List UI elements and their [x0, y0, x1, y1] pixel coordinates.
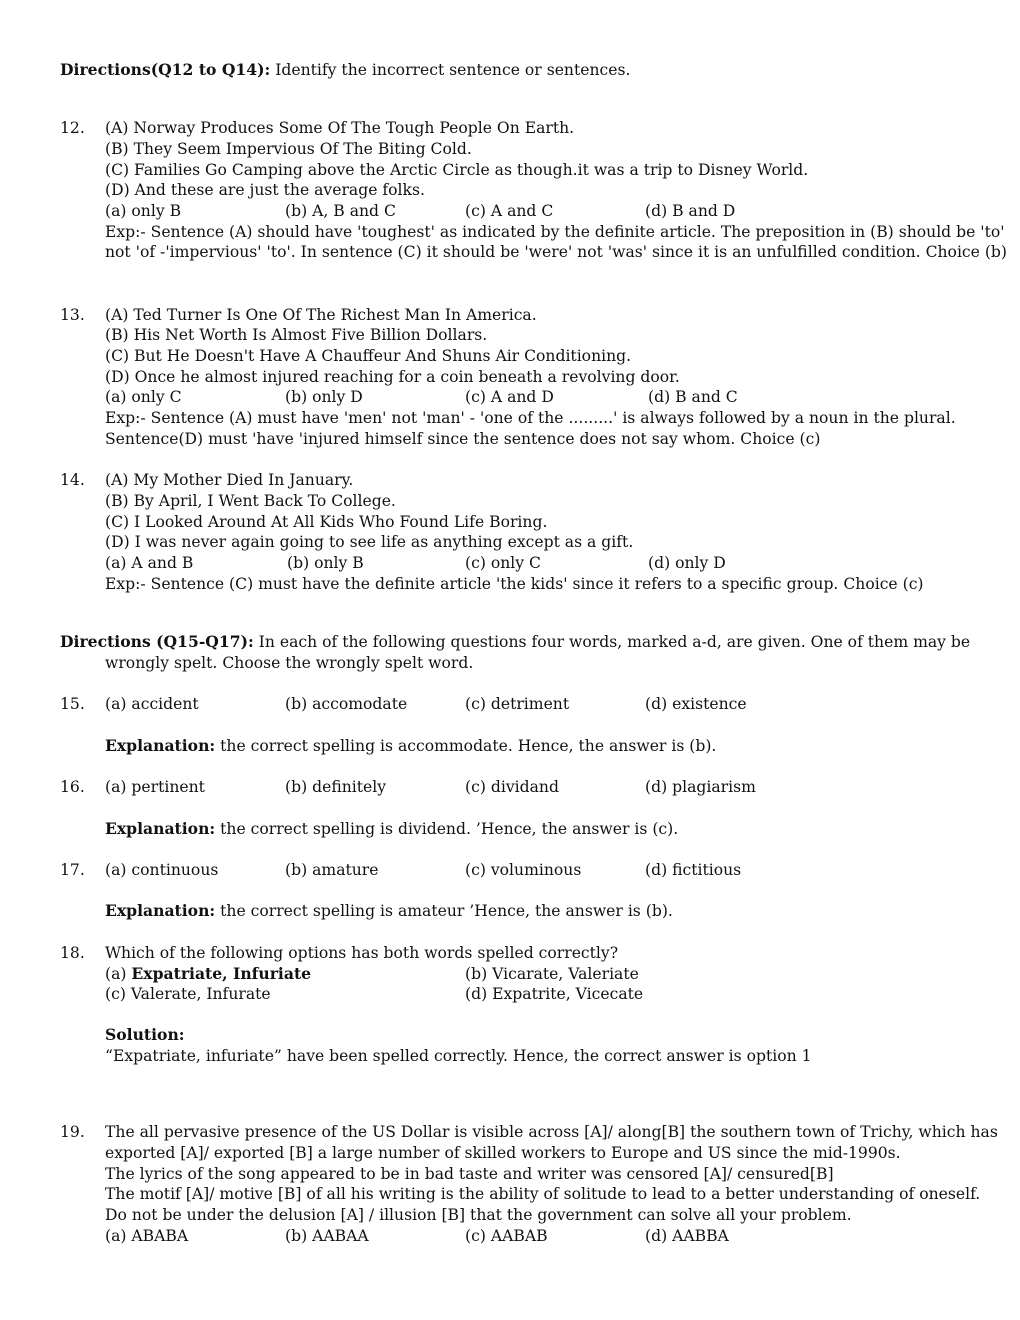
- directions-text: Identify the incorrect sentence or sentences.: [270, 61, 631, 79]
- directions-heading: Directions (Q15-Q17):: [60, 632, 254, 651]
- option: (b) definitely: [285, 778, 387, 796]
- sentence: (A) Ted Turner Is One Of The Richest Man In America.: [105, 306, 537, 324]
- question-number: 18.: [60, 944, 85, 962]
- option: (a) A and B: [105, 554, 194, 572]
- sentence: (B) By April, I Went Back To College.: [105, 492, 396, 510]
- sentence: (B) They Seem Impervious Of The Biting Cold.: [105, 140, 472, 158]
- question-line: The motif [A]/ motive [B] of all his writing is the ability of solitude to lead to a better understanding of oneself.: [105, 1185, 981, 1203]
- explanation: not 'of -'impervious' 'to'. In sentence (C) it should be 'were' not 'was' since it is an unfulfilled condition. Choice (b): [105, 243, 1008, 261]
- question-line: exported [A]/ exported [B] a large number of skilled workers to Europe and US since the mid-1990s.: [105, 1144, 901, 1162]
- question-line: The lyrics of the song appeared to be in bad taste and writer was censored [A]/ censured[B]: [105, 1165, 834, 1183]
- sentence: (C) But He Doesn't Have A Chauffeur And Shuns Air Conditioning.: [105, 347, 632, 365]
- option: (c) dividand: [465, 778, 559, 796]
- sentence: (D) I was never again going to see life as anything except as a gift.: [105, 533, 634, 551]
- sentence: (A) My Mother Died In January.: [105, 471, 354, 489]
- question-number: 19.: [60, 1123, 85, 1141]
- option-label: (a): [105, 965, 132, 983]
- sentence: (C) I Looked Around At All Kids Who Found Life Boring.: [105, 513, 548, 531]
- explanation: [105, 736, 716, 756]
- question-text: Which of the following options has both words spelled correctly?: [105, 944, 619, 962]
- option: (b) only B: [287, 554, 364, 572]
- directions-q15-q17: [60, 632, 970, 652]
- explanation: [105, 901, 673, 921]
- option: (b) amature: [285, 861, 379, 879]
- sentence: (C) Families Go Camping above the Arctic Circle as though.it was a trip to Disney World.: [105, 161, 809, 179]
- explanation: Exp:- Sentence (A) must have 'men' not 'man' - 'one of the .........' is always followed by a noun in the plural.: [105, 409, 956, 427]
- question-number: 16.: [60, 778, 85, 796]
- option: (a) ABABA: [105, 1227, 189, 1245]
- explanation-label: Explanation:: [105, 736, 216, 755]
- option: (a) pertinent: [105, 778, 205, 796]
- explanation-label: Explanation:: [105, 901, 216, 920]
- sentence: (B) His Net Worth Is Almost Five Billion Dollars.: [105, 326, 488, 344]
- option: (d) plagiarism: [645, 778, 756, 796]
- option: (d) fictitious: [645, 861, 742, 879]
- directions-q12-q14: [60, 60, 630, 80]
- explanation-label: Explanation:: [105, 819, 216, 838]
- option: (d) B and C: [648, 388, 738, 406]
- directions-text-continued: wrongly spelt. Choose the wrongly spelt word.: [105, 654, 474, 672]
- option: (b) only D: [285, 388, 363, 406]
- explanation: Exp:- Sentence (C) must have the definite article 'the kids' since it refers to a specific group. Choice (c): [105, 575, 924, 593]
- option: (d) AABBA: [645, 1227, 729, 1245]
- question-number: 15.: [60, 695, 85, 713]
- option: (d) only D: [648, 554, 726, 572]
- solution-text: “Expatriate, infuriate” have been spelled correctly. Hence, the correct answer is option 1: [105, 1047, 812, 1065]
- solution-label: Solution:: [105, 1025, 185, 1044]
- option: (d) Expatrite, Vicecate: [465, 985, 644, 1003]
- explanation-text: the correct spelling is dividend. ’Hence, the answer is (c).: [215, 820, 679, 838]
- explanation-text: the correct spelling is accommodate. Hence, the answer is (b).: [215, 737, 717, 755]
- option: (c) A and C: [465, 202, 554, 220]
- sentence: (D) Once he almost injured reaching for a coin beneath a revolving door.: [105, 368, 680, 386]
- question-number: 17.: [60, 861, 85, 879]
- explanation: Exp:- Sentence (A) should have 'toughest' as indicated by the definite article. The preposition in (B) should be 'to': [105, 223, 1005, 241]
- directions-heading: Directions(Q12 to Q14):: [60, 60, 271, 79]
- option: (c) detriment: [465, 695, 570, 713]
- option: (b) Vicarate, Valeriate: [465, 965, 639, 983]
- option: (a) only B: [105, 202, 182, 220]
- explanation: Sentence(D) must 'have 'injured himself since the sentence does not say whom. Choice (c): [105, 430, 821, 448]
- sentence: (A) Norway Produces Some Of The Tough People On Earth.: [105, 119, 575, 137]
- option: (b) A, B and C: [285, 202, 396, 220]
- option: (d) B and D: [645, 202, 736, 220]
- option-text-correct: Expatriate, Infuriate: [131, 964, 312, 983]
- option: (a) only C: [105, 388, 182, 406]
- option: (b) accomodate: [285, 695, 408, 713]
- sentence: (D) And these are just the average folks.: [105, 181, 425, 199]
- explanation-text: the correct spelling is amateur ’Hence, the answer is (b).: [215, 902, 673, 920]
- question-line: The all pervasive presence of the US Dollar is visible across [A]/ along[B] the southern town of Trichy, which has: [105, 1123, 998, 1141]
- option: (a) continuous: [105, 861, 219, 879]
- option: (c) AABAB: [465, 1227, 548, 1245]
- option: (b) AABAA: [285, 1227, 369, 1245]
- directions-text: In each of the following questions four words, marked a-d, are given. One of them may be: [253, 633, 971, 651]
- option: (d) existence: [645, 695, 747, 713]
- question-number: 14.: [60, 471, 85, 489]
- question-number: 13.: [60, 306, 85, 324]
- question-line: Do not be under the delusion [A] / illusion [B] that the government can solve all your problem.: [105, 1206, 852, 1224]
- option: (a) accident: [105, 695, 199, 713]
- option: (c) Valerate, Infurate: [105, 985, 271, 1003]
- option: [105, 964, 311, 984]
- question-number: 12.: [60, 119, 85, 137]
- option: (c) A and D: [465, 388, 554, 406]
- explanation: [105, 819, 678, 839]
- option: (c) only C: [465, 554, 541, 572]
- option: (c) voluminous: [465, 861, 582, 879]
